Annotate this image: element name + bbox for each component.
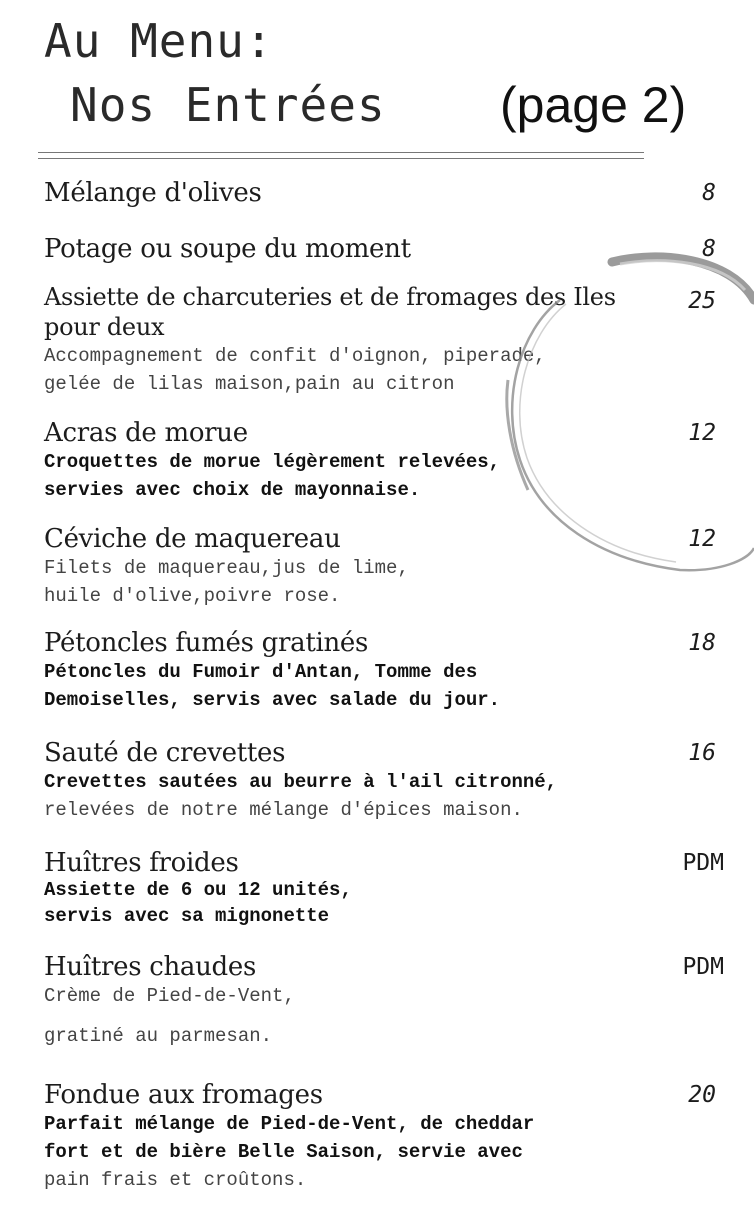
menu-item-name: Fondue aux fromages bbox=[44, 1080, 323, 1110]
menu-item-crevettes bbox=[44, 738, 734, 824]
menu-item-description-line: huile d'olive,poivre rose. bbox=[44, 585, 341, 607]
menu-item-price: 20 bbox=[688, 1082, 716, 1108]
menu-item-description-line: gratiné au parmesan. bbox=[44, 1025, 273, 1047]
menu-item-description-line: Parfait mélange de Pied-de-Vent, de cheddar bbox=[44, 1113, 535, 1135]
menu-item-olives bbox=[44, 178, 734, 208]
menu-item-name: Huîtres froides bbox=[44, 848, 239, 878]
menu-item-description-line: fort et de bière Belle Saison, servie avec bbox=[44, 1141, 523, 1163]
menu-item-name: Potage ou soupe du moment bbox=[44, 234, 411, 264]
menu-item-name: Mélange d'olives bbox=[44, 178, 262, 208]
menu-item-description-line: gelée de lilas maison,pain au citron bbox=[44, 373, 455, 395]
divider-rule bbox=[38, 158, 644, 159]
menu-item-description-line: Assiette de 6 ou 12 unités, bbox=[44, 879, 352, 901]
menu-item-price: 8 bbox=[702, 236, 716, 262]
menu-item-description-line: Crevettes sautées au beurre à l'ail citronné, bbox=[44, 771, 558, 793]
menu-item-name: Acras de morue bbox=[44, 418, 248, 448]
menu-item-name: Pétoncles fumés gratinés bbox=[44, 628, 369, 658]
menu-item-price: 25 bbox=[688, 288, 716, 314]
menu-item-description-line: Filets de maquereau,jus de lime, bbox=[44, 557, 409, 579]
menu-item-description-line: servies avec choix de mayonnaise. bbox=[44, 479, 421, 501]
menu-item-description-line: Demoiselles, servis avec salade du jour. bbox=[44, 689, 501, 711]
menu-item-name: Huîtres chaudes bbox=[44, 952, 257, 982]
page-title-line-2: Nos Entrées bbox=[70, 78, 386, 132]
menu-item-description-line: pain frais et croûtons. bbox=[44, 1169, 307, 1191]
menu-item-price: 16 bbox=[688, 740, 716, 766]
menu-item-potage bbox=[44, 234, 734, 264]
menu-item-petoncles bbox=[44, 628, 734, 714]
menu-item-acras bbox=[44, 418, 734, 504]
menu-item-fondue bbox=[44, 1080, 734, 1194]
menu-item-description-line: relevées de notre mélange d'épices maison. bbox=[44, 799, 523, 821]
menu-item-name: Céviche de maquereau bbox=[44, 524, 341, 554]
menu-item-description-line: Pétoncles du Fumoir d'Antan, Tomme des bbox=[44, 661, 478, 683]
divider-rule bbox=[38, 152, 644, 153]
menu-item-price: PDM bbox=[682, 850, 724, 876]
menu-item-description-line: Crème de Pied-de-Vent, bbox=[44, 985, 295, 1007]
menu-item-huitres-froides bbox=[44, 848, 734, 930]
menu-item-price: 12 bbox=[688, 420, 716, 446]
page-title-line-1: Au Menu: bbox=[44, 14, 274, 68]
menu-item-huitres-chaudes bbox=[44, 952, 734, 1050]
menu-item-description-line: Croquettes de morue légèrement relevées, bbox=[44, 451, 501, 473]
menu-item-name: Sauté de crevettes bbox=[44, 738, 286, 768]
menu-item-price: 8 bbox=[702, 180, 716, 206]
menu-item-name: Assiette de charcuteries et de fromages des Iles pour deux bbox=[44, 283, 616, 341]
menu-item-price: PDM bbox=[682, 954, 724, 980]
menu-item-price: 18 bbox=[688, 630, 716, 656]
menu-item-price: 12 bbox=[688, 526, 716, 552]
menu-item-description-line: Accompagnement de confit d'oignon, piperade, bbox=[44, 345, 546, 367]
menu-item-description-line: servis avec sa mignonette bbox=[44, 905, 330, 927]
menu-item-charcuteries bbox=[44, 282, 734, 398]
menu-item-ceviche bbox=[44, 524, 734, 610]
page-number-note: (page 2) bbox=[500, 77, 687, 133]
